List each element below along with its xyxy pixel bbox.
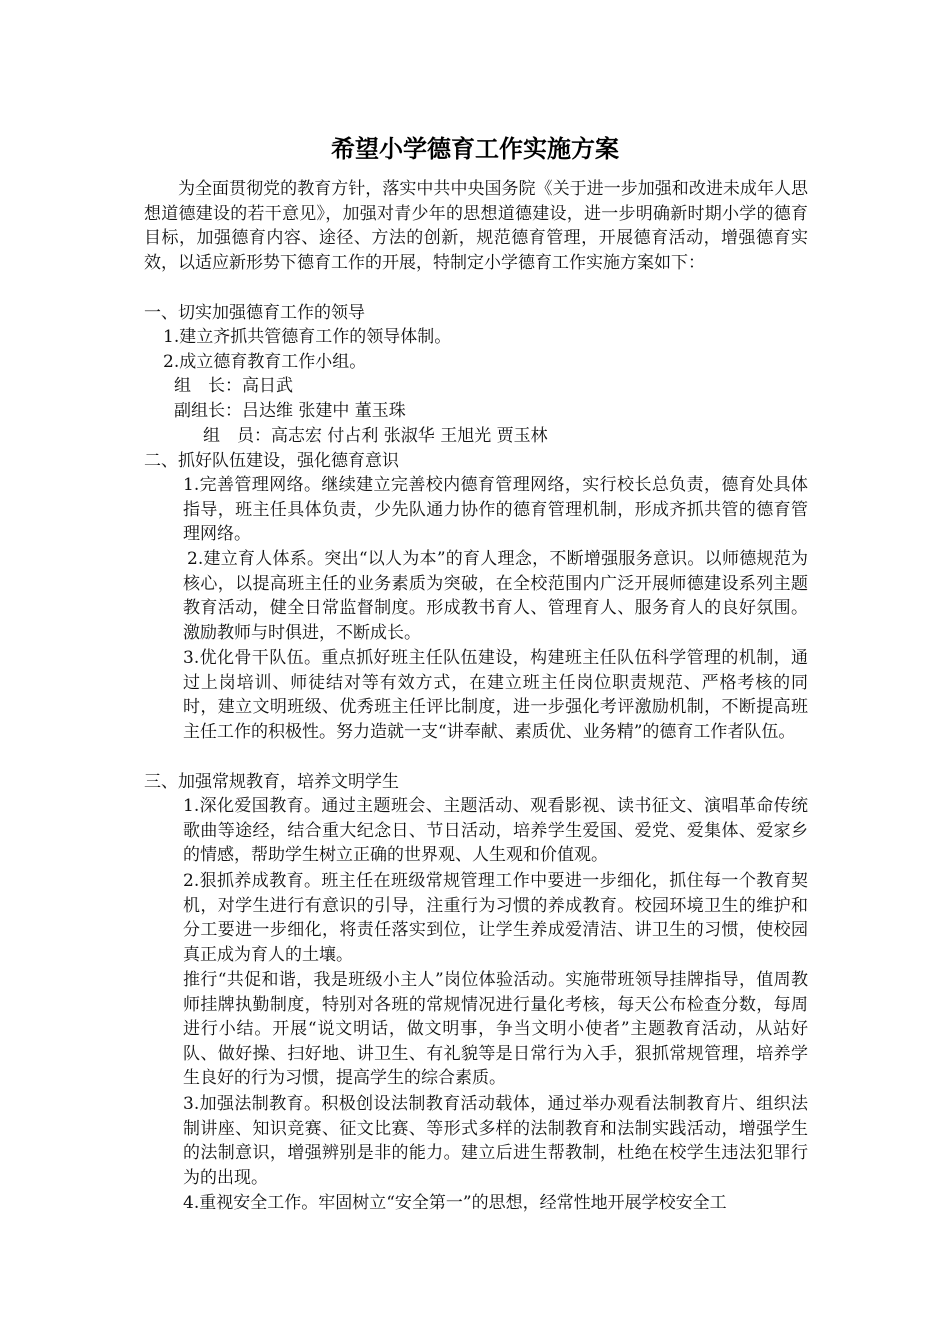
section-2-paragraph-1: 1.完善管理网络。继续建立完善校内德育管理网络，实行校长总负责，德育处具体指导，班主任具体负责，少先队通力协作的德育管理机制，形成齐抓共管的德育管理网络。 bbox=[183, 475, 808, 545]
section-2-heading: 二、抓好队伍建设，强化德育意识 bbox=[144, 451, 399, 471]
section-1-item-2: 2.成立德育教育工作小组。 bbox=[163, 352, 367, 372]
section-1-heading: 一、切实加强德育工作的领导 bbox=[144, 303, 365, 323]
section-3-paragraph-1: 1.深化爱国教育。通过主题班会、主题活动、观看影视、读书征文、演唱革命传统歌曲等途经，结合重大纪念日、节日活动，培养学生爱国、爱党、爱集体、爱家乡的情感，帮助学生树立正确的世界观、人生观和价值观。 bbox=[183, 796, 808, 866]
group-members: 组 员：高志宏 付占利 张淑华 王旭光 贾玉林 bbox=[203, 426, 548, 446]
section-3-paragraph-4: 4.重视安全工作。牢固树立“安全第一”的思想，经常性地开展学校安全工 bbox=[183, 1193, 727, 1213]
section-3-paragraph-2b: 推行“共促和谐，我是班级小主人”岗位体验活动。实施带班领导挂牌指导，值周教师挂牌执勤制度，特别对各班的常规情况进行量化考核，每天公布检查分数，每周进行小结。开展“说文明话，做文明事，争当文明小使者”主题教育活动，从站好队、做好操、扫好地、讲卫生、有礼貌等是日常行为入手，狠抓常规管理，培养学生良好的行为习惯，提高学生的综合素质。 bbox=[183, 970, 808, 1089]
group-deputy: 副组长：吕达维 张建中 董玉珠 bbox=[174, 401, 406, 421]
section-3-paragraph-2: 2.狠抓养成教育。班主任在班级常规管理工作中要进一步细化，抓住每一个教育契机，对学生进行有意识的引导，注重行为习惯的养成教育。校园环境卫生的维护和分工要进一步细化，将责任落实到位，让学生养成爱清洁、讲卫生的习惯，使校园真正成为育人的土壤。 bbox=[183, 871, 808, 965]
section-2-paragraph-3: 3.优化骨干队伍。重点抓好班主任队伍建设，构建班主任队伍科学管理的机制，通过上岗培训、师徒结对等有效方式，在建立班主任岗位职责规范、严格考核的同时，建立文明班级、优秀班主任评比制度，进一步强化考评激励机制，不断提高班主任工作的积极性。努力造就一支“讲奉献、素质优、业务精”的德育工作者队伍。 bbox=[183, 648, 808, 742]
section-1-item-1: 1.建立齐抓共管德育工作的领导体制。 bbox=[163, 327, 452, 347]
intro-paragraph: 为全面贯彻党的教育方针，落实中共中央国务院《关于进一步加强和改进未成年人思想道德建设的若干意见》，加强对青少年的思想道德建设，进一步明确新时期小学的德育目标，加强德育内容、途径、方法的创新，规范德育管理，开展德育活动，增强德育实效，以适应新形势下德育工作的开展，特制定小学德育工作实施方案如下： bbox=[144, 179, 808, 273]
section-3-heading: 三、加强常规教育，培养文明学生 bbox=[144, 772, 399, 792]
group-leader: 组 长：高日武 bbox=[174, 376, 293, 396]
section-2-paragraph-2: 2.建立育人体系。突出“以人为本”的育人理念，不断增强服务意识。以师德规范为核心，以提高班主任的业务素质为突破，在全校范围内广泛开展师德建设系列主题教育活动，健全日常监督制度。形成教书育人、管理育人、服务育人的良好氛围。激励教师与时俱进，不断成长。 bbox=[183, 549, 808, 643]
document-title: 希望小学德育工作实施方案 bbox=[331, 135, 619, 163]
section-3-paragraph-3: 3.加强法制教育。积极创设法制教育活动载体，通过举办观看法制教育片、组织法制讲座、知识竞赛、征文比赛、等形式多样的法制教育和法制实践活动，增强学生的法制意识，增强辨别是非的能力。建立后进生帮教制，杜绝在校学生违法犯罪行为的出现。 bbox=[183, 1094, 808, 1188]
